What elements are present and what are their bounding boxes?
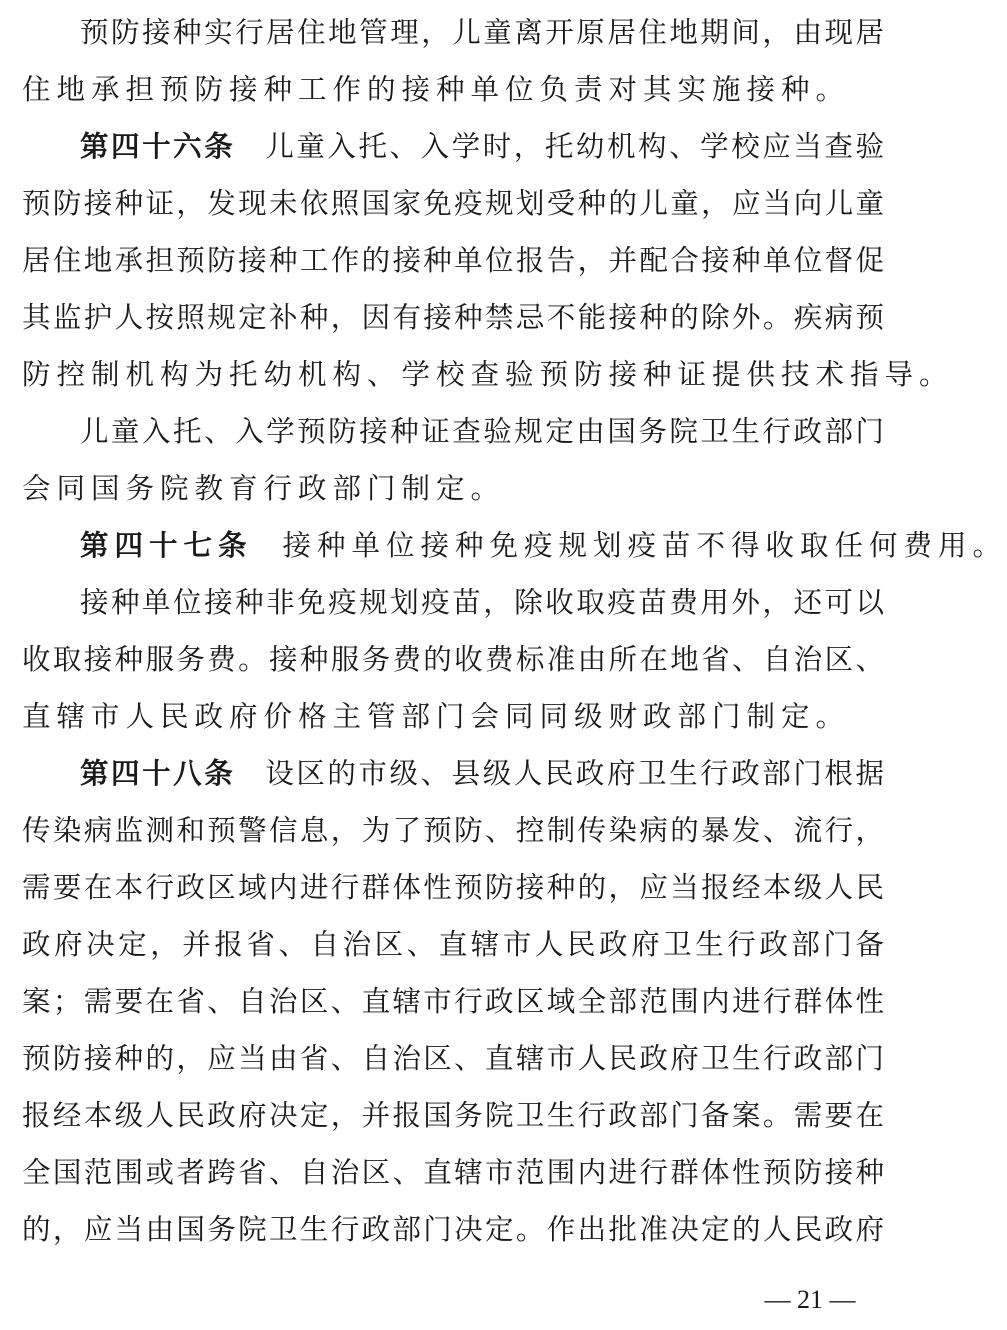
paragraph-line: 接种单位接种非免疫规划疫苗，除收取疫苗费用外，还可以 [80,586,884,619]
article-heading: 第四十六条 [80,130,236,163]
article-text: 接种单位接种免疫规划疫苗不得收取任何费用。 [282,529,1007,562]
article-text: 儿童入托、入学时，托幼机构、学校应当查验 [265,130,884,163]
paragraph-line: 政府决定，并报省、自治区、直辖市人民政府卫生行政部门备 [22,928,884,961]
paragraph-line: 需要在本行政区域内进行群体性预防接种的，应当报经本级人民 [22,871,884,904]
paragraph-line: 预防接种实行居住地管理，儿童离开原居住地期间，由现居 [80,16,884,49]
paragraph-line: 案；需要在省、自治区、直辖市行政区域全部范围内进行群体性 [22,985,884,1018]
paragraph-line: 预防接种证，发现未依照国家免疫规划受种的儿童，应当向儿童 [22,187,884,220]
paragraph-line: 传染病监测和预警信息，为了预防、控制传染病的暴发、流行， [22,814,884,847]
paragraph-line: 的，应当由国务院卫生行政部门决定。作出批准决定的人民政府 [22,1213,884,1246]
document-page [22,4,1007,1258]
article-heading: 第四十八条 [80,757,236,790]
page-number: — 21 — [764,1285,856,1314]
paragraph-line: 其监护人按照规定补种，因有接种禁忌不能接种的除外。疾病预 [22,301,884,334]
paragraph-line: 预防接种的，应当由省、自治区、直辖市人民政府卫生行政部门 [22,1042,884,1075]
paragraph-line: 会同国务院教育行政部门制定。 [22,472,506,505]
article-text: 设区的市级、县级人民政府卫生行政部门根据 [265,757,884,790]
paragraph-line: 直辖市人民政府价格主管部门会同同级财政部门制定。 [22,700,851,733]
paragraph-line: 全国范围或者跨省、自治区、直辖市范围内进行群体性预防接种 [22,1156,884,1189]
paragraph-line: 收取接种服务费。接种服务费的收费标准由所在地省、自治区、 [22,643,884,676]
article-line [22,517,1007,574]
paragraph-line: 防控制机构为托幼机构、学校查验预防接种证提供技术指导。 [22,358,954,391]
article-line [22,745,884,802]
paragraph-line: 居住地承担预防接种工作的接种单位报告，并配合接种单位督促 [22,244,884,277]
paragraph-line: 儿童入托、入学预防接种证查验规定由国务院卫生行政部门 [80,415,884,448]
paragraph-line: 报经本级人民政府决定，并报国务院卫生行政部门备案。需要在 [22,1099,884,1132]
article-heading: 第四十七条 [80,529,253,562]
paragraph-line: 住地承担预防接种工作的接种单位负责对其实施接种。 [22,73,851,106]
article-line [22,118,884,175]
